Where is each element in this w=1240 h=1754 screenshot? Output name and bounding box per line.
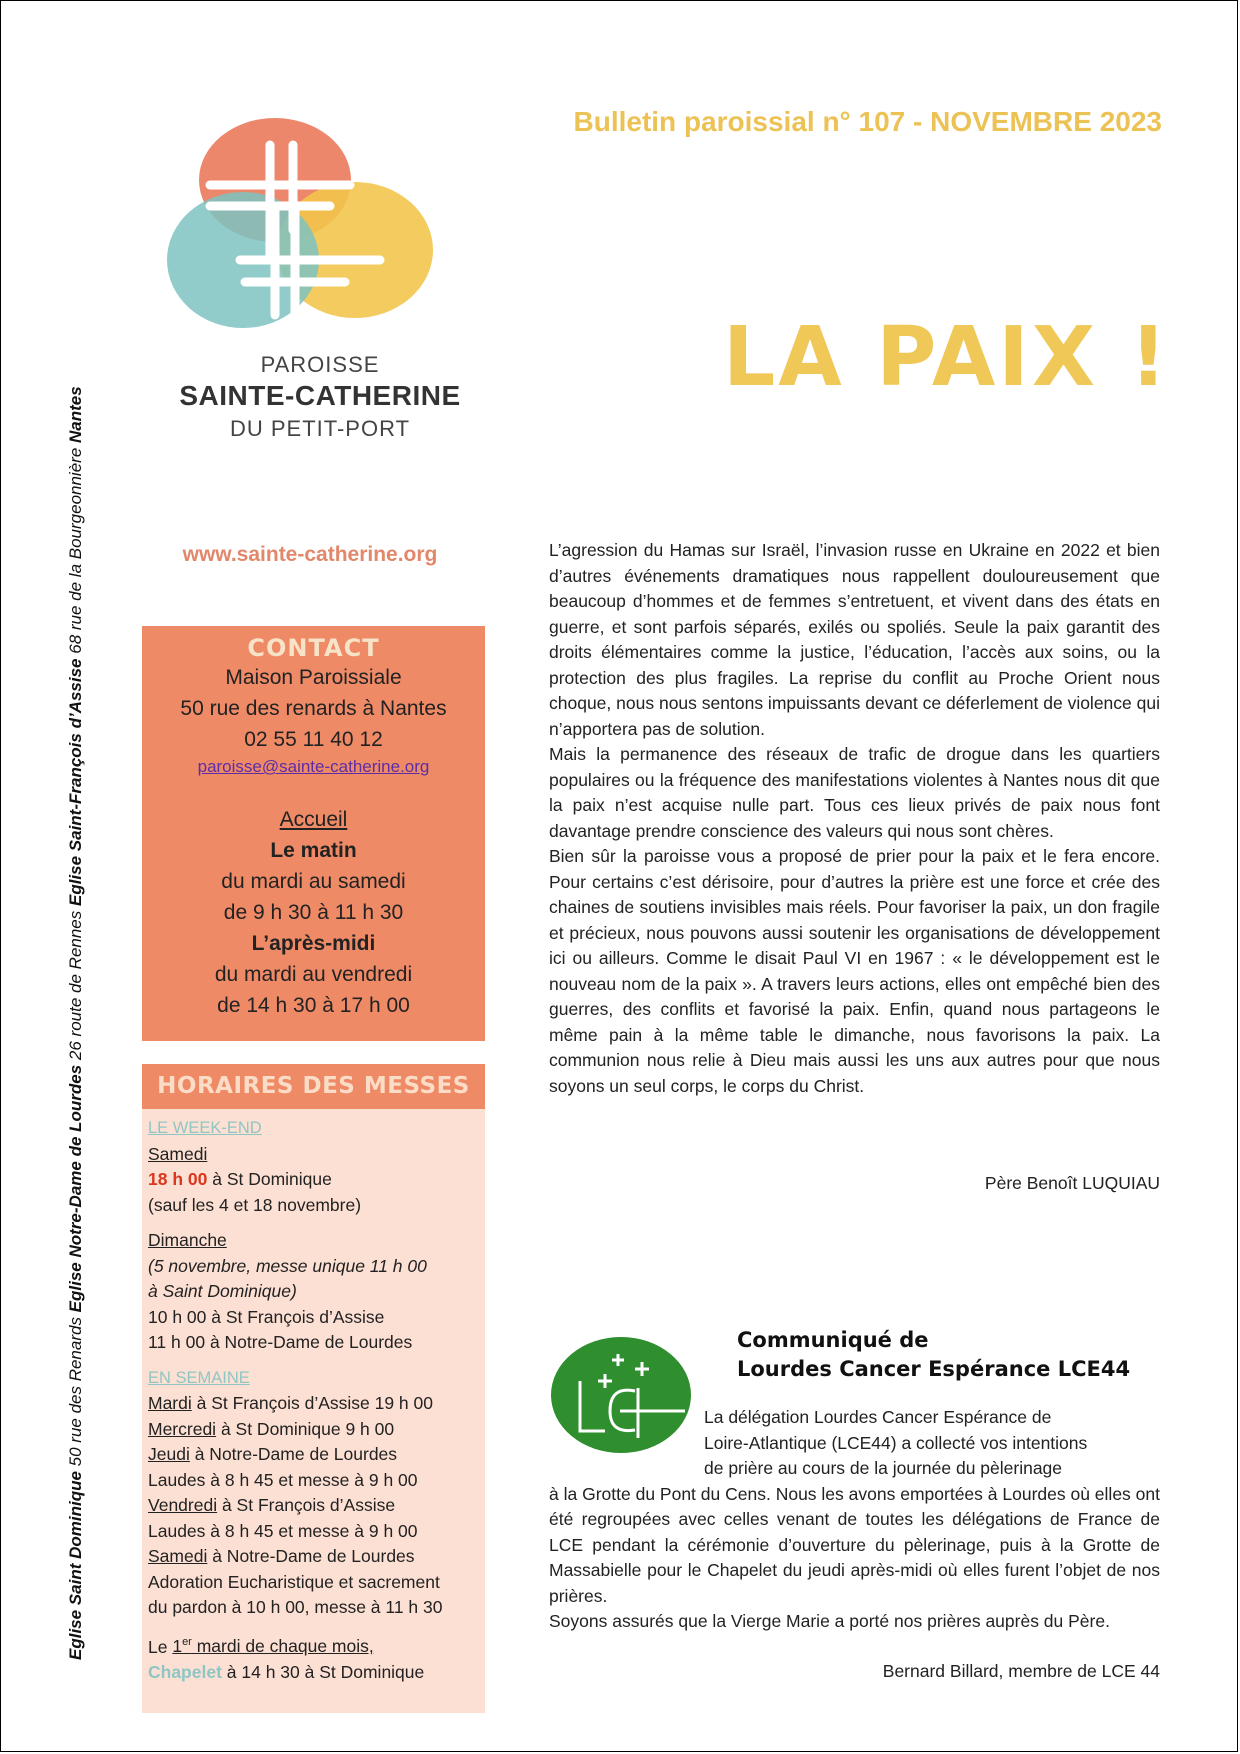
- morning-label: Le matin: [270, 839, 357, 862]
- lce-line-1: La délégation Lourdes Cancer Espérance de: [704, 1407, 1052, 1427]
- afternoon-hours: de 14 h 30 à 17 h 00: [217, 994, 410, 1017]
- logo-line-place: DU PETIT-PORT: [229, 416, 411, 441]
- lce-text: [549, 1405, 1160, 1635]
- mardi-label: Mardi: [148, 1393, 192, 1413]
- vendredi-line-2: Laudes à 8 h 45 et messe à 9 h 00: [148, 1520, 418, 1541]
- article-signature: Père Benoît LUQUIAU: [984, 1173, 1160, 1193]
- lce-line-2: Loire-Atlantique (LCE44) a collecté vos intentions: [704, 1432, 1088, 1453]
- afternoon-label: L’après-midi: [251, 932, 376, 955]
- mass-schedule-body: [148, 1116, 484, 1685]
- semaine-label: EN SEMAINE: [148, 1368, 250, 1387]
- bulletin-title: Bulletin paroissial n° 107 - NOVEMBRE 2023: [573, 106, 1162, 137]
- logo-line-paroisse: PAROISSE: [260, 352, 380, 377]
- lce-last-line: Soyons assurés que la Vierge Marie a porté nos prières auprès du Père.: [549, 1611, 1110, 1631]
- vendredi-text: à St François d’Assise: [217, 1495, 396, 1515]
- lce-line-3: de prière au cours de la journée du pèlerinage: [704, 1458, 1063, 1478]
- dimanche-note-2: à Saint Dominique): [148, 1281, 297, 1301]
- contact-title: CONTACT: [247, 634, 380, 662]
- samedi-time: 18 h 00: [148, 1169, 208, 1189]
- jeudi-label: Jeudi: [148, 1444, 190, 1464]
- samedi2-label: Samedi: [148, 1546, 208, 1566]
- samedi2-text: à Notre-Dame de Lourdes: [207, 1546, 415, 1566]
- article-paragraph-3: Bien sûr la paroisse vous a proposé de prier pour la paix et le fera encore. Pour certains c’est dérisoire, pour d’autres la prière est une force et crée des chaines de soutiens invisibles mais réels. Pour favoriser la paix, un don fragile et précieux, nous pouvons aussi soutenir les organisations de développement ici ou ailleurs. Comme le disait Paul VI en 1967 : « le développement est le nouveau nom de la paix ». A travers leurs actions, elles ont empêché bien des guerres, des conflits et favorisé la paix. Enfin, quand nous partageons le même pain à la même table le dimanche, nous favorisons la paix. La communion nous relie à Dieu mais aussi les uns aux autres pour que nous soyons un seul corps, le corps du Christ.: [549, 846, 1160, 1096]
- morning-days: du mardi au samedi: [221, 870, 406, 893]
- mercredi-text: à St Dominique 9 h 00: [216, 1418, 395, 1439]
- editorial-article: [549, 538, 1160, 1099]
- website-link[interactable]: www.sainte-catherine.org: [182, 543, 438, 566]
- logo-line-name: SAINTE-CATHERINE: [179, 380, 461, 411]
- weekend-label: LE WEEK-END: [148, 1119, 262, 1137]
- mass-schedule-title: HORAIRES DES MESSES: [142, 1064, 485, 1109]
- chapelet-label: Chapelet: [148, 1661, 222, 1682]
- dimanche-note-1: (5 novembre, messe unique 11 h 00: [148, 1255, 427, 1276]
- morning-hours: de 9 h 30 à 11 h 30: [223, 901, 404, 924]
- article-paragraph-1: L’agression du Hamas sur Israël, l’invasion russe en Ukraine en 2022 et bien d’autres événements dramatiques nous rappellent douloureusement que beaucoup d’hommes et de femmes s’entretuent, et vivent dans des états en guerre, et sont parfois séparés, exilés ou spoliés. Seule la paix garantit des droits élémentaires comme la justice, l’éducation, l’accès aux soins, ou la protection des plus fragiles. La reprise du conflit au Proche Orient nous choque, nous nous sentons impuissants devant ce déferlement de violence qui n’apportera pas de solution.: [549, 540, 1160, 739]
- afternoon-days: du mardi au vendredi: [214, 963, 413, 986]
- contact-box: [142, 626, 485, 1041]
- side-addresses: Eglise Saint Dominique 50 rue des Renards Eglise Notre-Dame de Lourdes 26 route de Rennes Eglise Saint-François d’Assise 68 rue de la Bourgeonnière Nantes: [66, 386, 85, 1660]
- samedi-label: Samedi: [148, 1143, 208, 1164]
- lce-title: Communiqué de Lourdes Cancer Espérance LCE44: [737, 1328, 1131, 1381]
- dimanche-label: Dimanche: [148, 1230, 227, 1250]
- lce-paragraph: à la Grotte du Pont du Cens. Nous les avons emportées à Lourdes où elles ont été regroupées avec celles venant de toutes les délégations de France de LCE pendant la cérémonie d’ouverture du pèlerinage, puis à la Grotte de Massabielle pour le Chapelet du jeudi après-midi où elles furent l’objet de nos prières.: [549, 1483, 1160, 1606]
- jeudi-line-2: Laudes à 8 h 45 et messe à 9 h 00: [148, 1469, 418, 1490]
- dimanche-line-2: 11 h 00 à Notre-Dame de Lourdes: [148, 1332, 413, 1352]
- dimanche-line-1: 10 h 00 à St François d’Assise: [148, 1306, 385, 1327]
- samedi2-line-3: du pardon à 10 h 00, messe à 11 h 30: [148, 1597, 443, 1617]
- headline: LA PAIX !: [723, 310, 1170, 405]
- mardi-text: à St François d’Assise 19 h 00: [191, 1393, 433, 1413]
- samedi2-line-2: Adoration Eucharistique et sacrement: [148, 1571, 440, 1592]
- article-paragraph-2: Mais la permanence des réseaux de trafic de drogue dans les quartiers populaires ou la fréquence des manifestations violentes à Nantes nous dit que la paix n’est acquise nulle part. Tous ces lieux privés de paix nous font davantage prendre conscience des valeurs qui nous sont chères.: [549, 744, 1160, 841]
- contact-name: Maison Paroissiale: [225, 666, 402, 689]
- parish-logo: [165, 110, 465, 360]
- samedi-note: (sauf les 4 et 18 novembre): [148, 1194, 362, 1215]
- chapelet-text: à 14 h 30 à St Dominique: [221, 1661, 425, 1682]
- first-tuesday-line: Le 1er mardi de chaque mois,: [148, 1636, 374, 1657]
- lce-signature: Bernard Billard, membre de LCE 44: [882, 1661, 1160, 1681]
- jeudi-text: à Notre-Dame de Lourdes: [189, 1444, 398, 1464]
- mercredi-label: Mercredi: [148, 1418, 217, 1439]
- samedi-place: à St Dominique: [207, 1169, 332, 1189]
- contact-phone: 02 55 11 40 12: [244, 728, 383, 751]
- mass-schedule-box: [142, 1064, 485, 1713]
- contact-email-link[interactable]: paroisse@sainte-catherine.org: [197, 757, 430, 776]
- vendredi-label: Vendredi: [148, 1495, 218, 1515]
- contact-address: 50 rue des renards à Nantes: [180, 697, 447, 720]
- accueil-label: Accueil: [279, 808, 348, 831]
